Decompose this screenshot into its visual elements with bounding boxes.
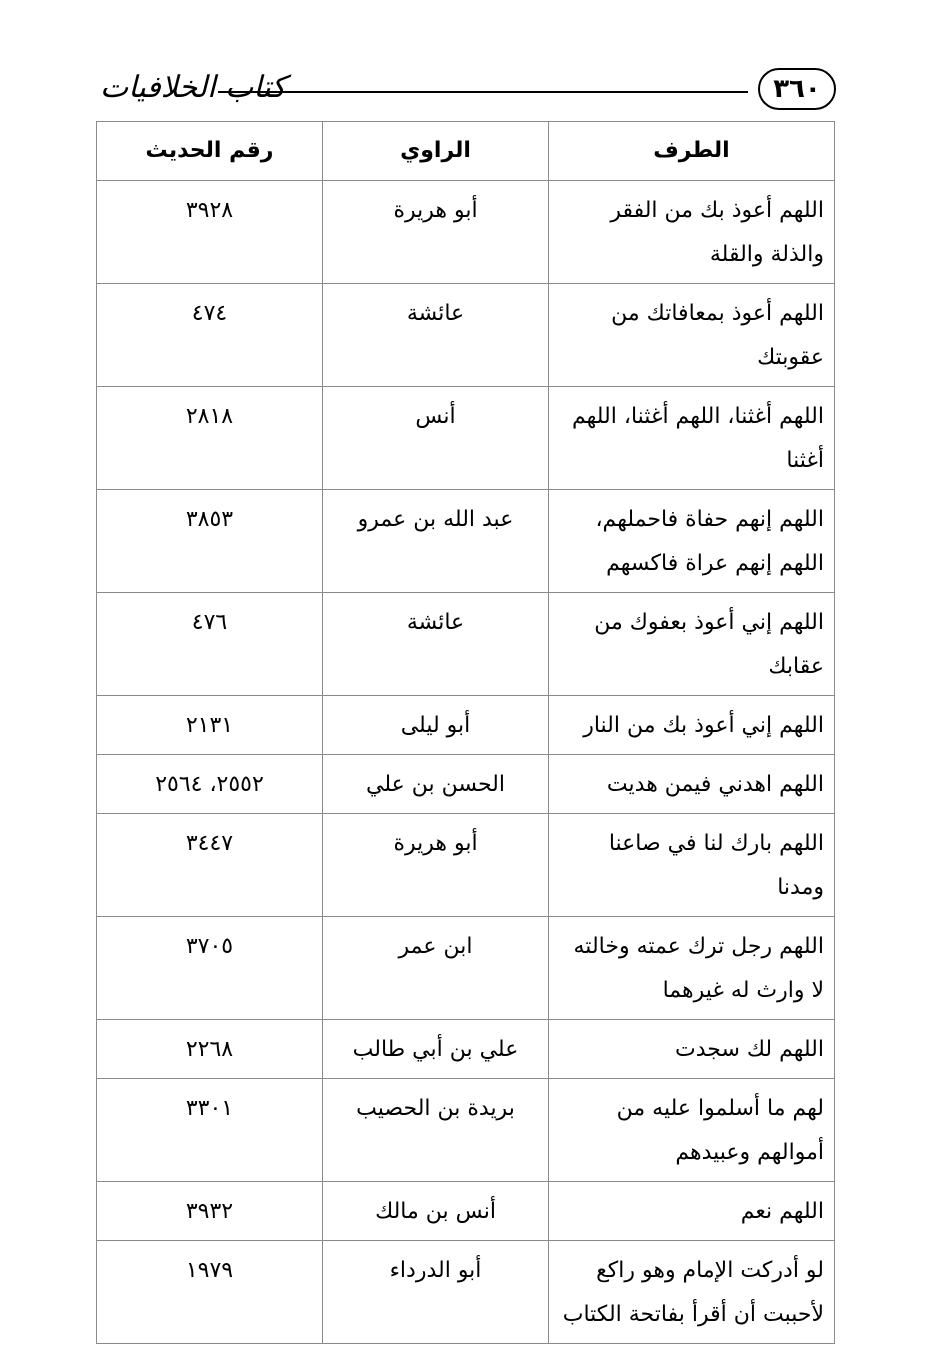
page-number: ٣٦٠: [758, 68, 836, 110]
column-header-rawi: الراوي: [323, 122, 549, 181]
hadith-taraf: اللهم لك سجدت: [549, 1020, 835, 1079]
hadith-number: ٢٨١٨: [97, 387, 323, 490]
table-row: [97, 1079, 835, 1182]
hadith-number: ٣٤٤٧: [97, 814, 323, 917]
hadith-number: ٣٨٥٣: [97, 490, 323, 593]
hadith-index-table: [96, 121, 835, 1344]
hadith-taraf: اللهم أعوذ بمعافاتك من عقوبتك: [549, 284, 835, 387]
column-header-number: رقم الحديث: [97, 122, 323, 181]
hadith-taraf: اللهم أعوذ بك من الفقر والذلة والقلة: [549, 181, 835, 284]
hadith-narrator: ابن عمر: [323, 917, 549, 1020]
table-row: [97, 1182, 835, 1241]
table-row: [97, 917, 835, 1020]
hadith-narrator: أبو هريرة: [323, 181, 549, 284]
hadith-number: ٢١٣١: [97, 696, 323, 755]
hadith-narrator: علي بن أبي طالب: [323, 1020, 549, 1079]
hadith-taraf: لهم ما أسلموا عليه من أموالهم وعبيدهم: [549, 1079, 835, 1182]
hadith-number: ١٩٧٩: [97, 1241, 323, 1344]
hadith-taraf: اللهم نعم: [549, 1182, 835, 1241]
hadith-narrator: أبو ليلى: [323, 696, 549, 755]
hadith-taraf: اللهم بارك لنا في صاعنا ومدنا: [549, 814, 835, 917]
hadith-narrator: بريدة بن الحصيب: [323, 1079, 549, 1182]
table-row: [97, 387, 835, 490]
hadith-taraf: لو أدركت الإمام وهو راكع لأحببت أن أقرأ بفاتحة الكتاب: [549, 1241, 835, 1344]
hadith-taraf: اللهم إني أعوذ بك من النار: [549, 696, 835, 755]
hadith-narrator: عبد الله بن عمرو: [323, 490, 549, 593]
table-row: [97, 814, 835, 917]
hadith-number: ٤٧٤: [97, 284, 323, 387]
header-divider: [218, 91, 748, 93]
table-row: [97, 1241, 835, 1344]
hadith-taraf: اللهم أغثنا، اللهم أغثنا، اللهم أغثنا: [549, 387, 835, 490]
table-row: [97, 1020, 835, 1079]
hadith-narrator: عائشة: [323, 593, 549, 696]
hadith-number: ٣٣٠١: [97, 1079, 323, 1182]
hadith-taraf: اللهم إني أعوذ بعفوك من عقابك: [549, 593, 835, 696]
hadith-taraf: اللهم اهدني فيمن هديت: [549, 755, 835, 814]
hadith-narrator: الحسن بن علي: [323, 755, 549, 814]
hadith-number: ٤٧٦: [97, 593, 323, 696]
table-row: [97, 755, 835, 814]
hadith-taraf: اللهم إنهم حفاة فاحملهم، اللهم إنهم عراة فاكسهم: [549, 490, 835, 593]
table-row: [97, 284, 835, 387]
hadith-number: ٣٧٠٥: [97, 917, 323, 1020]
table-row: [97, 696, 835, 755]
hadith-number: ٣٩٢٨: [97, 181, 323, 284]
hadith-number: ٣٩٣٢: [97, 1182, 323, 1241]
hadith-narrator: أنس: [323, 387, 549, 490]
column-header-taraf: الطرف: [549, 122, 835, 181]
hadith-taraf: اللهم رجل ترك عمته وخالته لا وارث له غيرهما: [549, 917, 835, 1020]
hadith-narrator: عائشة: [323, 284, 549, 387]
page-header: [96, 64, 836, 116]
table-header-row: [97, 122, 835, 181]
table-row: [97, 181, 835, 284]
hadith-number: ٢٥٥٢، ٢٥٦٤: [97, 755, 323, 814]
table-row: [97, 490, 835, 593]
table-row: [97, 593, 835, 696]
hadith-number: ٢٢٦٨: [97, 1020, 323, 1079]
hadith-narrator: أنس بن مالك: [323, 1182, 549, 1241]
hadith-narrator: أبو هريرة: [323, 814, 549, 917]
hadith-narrator: أبو الدرداء: [323, 1241, 549, 1344]
book-title: كتاب الخلافيات: [100, 70, 286, 105]
